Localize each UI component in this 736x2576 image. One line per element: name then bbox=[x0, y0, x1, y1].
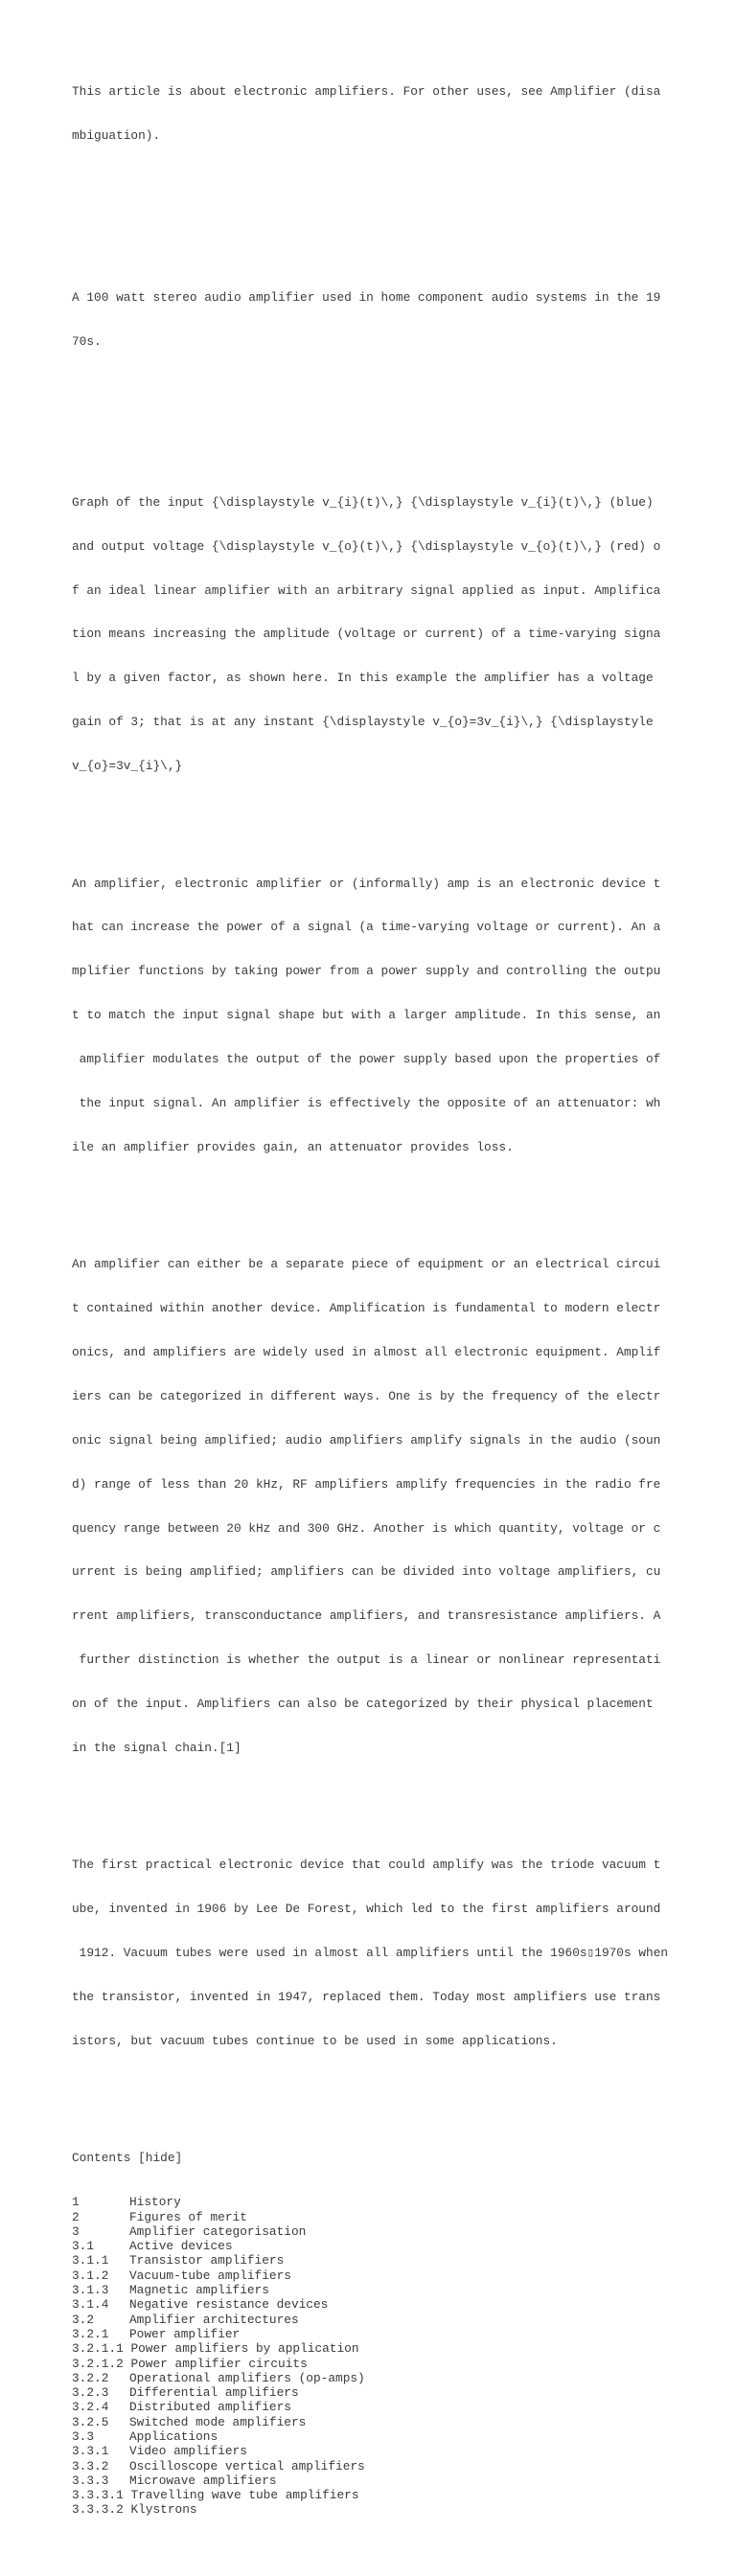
toc-item[interactable] bbox=[72, 2313, 724, 2327]
toc-item-title[interactable]: Video amplifiers bbox=[129, 2444, 247, 2459]
caption-line: v_{o}=3v_{i}\,} bbox=[72, 759, 183, 774]
toc-item[interactable] bbox=[72, 2195, 724, 2209]
caption-line: l by a given factor, as shown here. In this example the amplifier has a voltage bbox=[72, 671, 654, 686]
paragraph-categorization bbox=[72, 1228, 724, 1785]
paragraph-line: on of the input. Amplifiers can also be categorized by their physical placement bbox=[72, 1697, 654, 1712]
toc-item-number: 3.2 bbox=[72, 2312, 95, 2327]
toc-item[interactable] bbox=[72, 2502, 724, 2517]
toc-item-number: 3.3 bbox=[72, 2428, 95, 2444]
caption-line: tion means increasing the amplitude (voltage or current) of a time-varying signa bbox=[72, 627, 661, 642]
paragraph-line: d) range of less than 20 kHz, RF amplifiers amplify frequencies in the radio fre bbox=[72, 1476, 661, 1492]
toc-item-number: 3.3.2 bbox=[72, 2458, 109, 2473]
toc-item-number: 3.1.1 bbox=[72, 2253, 109, 2268]
hatnote bbox=[72, 56, 724, 172]
paragraph-line: onic signal being amplified; audio amplifiers amplify signals in the audio (soun bbox=[72, 1432, 661, 1448]
paragraph-line: further distinction is whether the output is a linear or nonlinear representati bbox=[72, 1653, 661, 1668]
toc-item[interactable] bbox=[72, 2371, 724, 2385]
paragraph-line: istors, but vacuum tubes continue to be used in some applications. bbox=[72, 2033, 558, 2048]
toc-item-title[interactable]: History bbox=[129, 2195, 181, 2210]
toc-item-number: 3.2.3 bbox=[72, 2385, 109, 2401]
toc-item-number: 3.1 bbox=[72, 2239, 95, 2254]
paragraph-line: The first practical electronic device that could amplify was the triode vacuum t bbox=[72, 1858, 661, 1873]
image-caption-graph bbox=[72, 466, 724, 803]
toc-item[interactable] bbox=[72, 2283, 724, 2297]
toc-item-number: 3.1.4 bbox=[72, 2297, 109, 2313]
paragraph-line: hat can increase the power of a signal (a time-varying voltage or current). An a bbox=[72, 920, 661, 935]
toc-item-number: 1 bbox=[72, 2195, 80, 2210]
paragraph-line: mplifier functions by taking power from a power supply and controlling the outpu bbox=[72, 964, 661, 979]
toc-item[interactable] bbox=[72, 2459, 724, 2473]
toc-item-number: 3.2.5 bbox=[72, 2414, 109, 2429]
caption-line: Graph of the input {\displaystyle v_{i}(t)\,} {\displaystyle v_{i}(t)\,} (blue) bbox=[72, 494, 654, 510]
paragraph-line: An amplifier, electronic amplifier or (informally) amp is an electronic device t bbox=[72, 876, 661, 891]
toc-heading: Contents bbox=[72, 2151, 131, 2166]
table-of-contents bbox=[72, 2122, 724, 2547]
toc-hide-toggle[interactable]: [hide] bbox=[138, 2151, 183, 2166]
paragraph-line: t contained within another device. Amplification is fundamental to modern electr bbox=[72, 1301, 661, 1316]
toc-item[interactable] bbox=[72, 2268, 724, 2283]
paragraph-line: An amplifier can either be a separate piece of equipment or an electrical circui bbox=[72, 1257, 661, 1272]
paragraph-line: onics, and amplifiers are widely used in almost all electronic equipment. Amplif bbox=[72, 1345, 661, 1360]
toc-item[interactable] bbox=[72, 2473, 724, 2488]
paragraph-line: ile an amplifier provides gain, an attenuator provides loss. bbox=[72, 1139, 514, 1154]
toc-item-title[interactable]: Operational amplifiers (op-amps) bbox=[129, 2370, 365, 2385]
toc-item-title[interactable]: Negative resistance devices bbox=[129, 2297, 329, 2313]
paragraph-line: t to match the input signal shape but with a larger amplitude. In this sense, an bbox=[72, 1008, 661, 1023]
paragraph-line: amplifier modulates the output of the power supply based upon the properties of bbox=[72, 1052, 661, 1067]
paragraph-line: the transistor, invented in 1947, replaced them. Today most amplifiers use trans bbox=[72, 1990, 661, 2005]
paragraph-intro bbox=[72, 847, 724, 1184]
paragraph-line: iers can be categorized in different ways. One is by the frequency of the electr bbox=[72, 1388, 661, 1403]
toc-item-title[interactable]: Microwave amplifiers bbox=[129, 2473, 277, 2488]
toc-item[interactable] bbox=[72, 2385, 724, 2400]
toc-item[interactable] bbox=[72, 2239, 724, 2253]
toc-item-title[interactable]: Active devices bbox=[129, 2239, 233, 2254]
toc-item-number: 3.3.3.2 bbox=[72, 2502, 124, 2518]
image-caption-stereo-amplifier bbox=[72, 261, 724, 377]
toc-item[interactable] bbox=[72, 2415, 724, 2429]
toc-list bbox=[72, 2195, 724, 2518]
paragraph-line: urrent is being amplified; amplifiers can be divided into voltage amplifiers, cu bbox=[72, 1564, 661, 1580]
caption-line: 70s. bbox=[72, 333, 102, 349]
toc-item[interactable] bbox=[72, 2297, 724, 2312]
caption-line: gain of 3; that is at any instant {\displaystyle v_{o}=3v_{i}\,} {\displaystyle bbox=[72, 715, 654, 730]
toc-item[interactable] bbox=[72, 2357, 724, 2371]
toc-item-title[interactable]: Power amplifiers by application bbox=[130, 2341, 359, 2357]
toc-item-number: 3.2.1 bbox=[72, 2326, 109, 2341]
paragraph-line: rrent amplifiers, transconductance amplifiers, and transresistance amplifiers. A bbox=[72, 1608, 661, 1624]
toc-item-number: 3.2.4 bbox=[72, 2400, 109, 2415]
paragraph-history-summary bbox=[72, 1829, 724, 2078]
toc-item[interactable] bbox=[72, 2327, 724, 2341]
toc-item-number: 3.2.2 bbox=[72, 2370, 109, 2385]
toc-item-number: 3.1.3 bbox=[72, 2283, 109, 2298]
toc-item-number: 3.3.1 bbox=[72, 2444, 109, 2459]
toc-item-number: 2 bbox=[72, 2209, 80, 2224]
toc-item[interactable] bbox=[72, 2210, 724, 2224]
toc-item-number: 3.3.3 bbox=[72, 2473, 109, 2488]
toc-item[interactable] bbox=[72, 2224, 724, 2239]
paragraph-line: quency range between 20 kHz and 300 GHz. Another is which quantity, voltage or c bbox=[72, 1520, 661, 1536]
paragraph-line: 1912. Vacuum tubes were used in almost all amplifiers until the 1960s▯1970s when bbox=[72, 1946, 669, 1961]
toc-item-number: 3 bbox=[72, 2223, 80, 2239]
toc-item-title[interactable]: Klystrons bbox=[130, 2502, 197, 2518]
toc-item-number: 3.3.3.1 bbox=[72, 2488, 124, 2503]
hatnote-line: This article is about electronic amplifiers. For other uses, see Amplifier (disa bbox=[72, 84, 661, 100]
toc-item[interactable] bbox=[72, 2444, 724, 2458]
toc-item-number: 3.2.1.1 bbox=[72, 2341, 124, 2357]
hatnote-line: mbiguation). bbox=[72, 128, 161, 144]
paragraph-line: the input signal. An amplifier is effectively the opposite of an attenuator: wh bbox=[72, 1095, 661, 1110]
paragraph-line: ube, invented in 1906 by Lee De Forest, which led to the first amplifiers around bbox=[72, 1902, 661, 1917]
toc-item-title[interactable]: Oscilloscope vertical amplifiers bbox=[129, 2458, 365, 2473]
toc-item[interactable] bbox=[72, 2429, 724, 2444]
toc-item-title[interactable]: Distributed amplifiers bbox=[129, 2400, 291, 2415]
article-body bbox=[72, 11, 724, 2576]
caption-line: f an ideal linear amplifier with an arbitrary signal applied as input. Amplifica bbox=[72, 582, 661, 598]
toc-item-title[interactable]: Travelling wave tube amplifiers bbox=[130, 2488, 359, 2503]
toc-item-title[interactable]: Switched mode amplifiers bbox=[129, 2414, 307, 2429]
toc-item-title[interactable]: Differential amplifiers bbox=[129, 2385, 299, 2401]
toc-item-title[interactable]: Power amplifier bbox=[129, 2326, 241, 2341]
toc-item-title[interactable]: Power amplifier circuits bbox=[130, 2356, 308, 2371]
toc-item[interactable] bbox=[72, 2488, 724, 2502]
toc-item-title[interactable]: Amplifier categorisation bbox=[129, 2223, 307, 2239]
spacer bbox=[72, 407, 724, 422]
toc-item[interactable] bbox=[72, 2341, 724, 2356]
toc-item-title[interactable]: Transistor amplifiers bbox=[129, 2253, 285, 2268]
toc-item-number: 3.1.2 bbox=[72, 2268, 109, 2283]
toc-item-title[interactable]: Applications bbox=[129, 2428, 218, 2444]
toc-item-title[interactable]: Vacuum-tube amplifiers bbox=[129, 2268, 291, 2283]
toc-header bbox=[72, 2151, 724, 2165]
toc-item-number: 3.2.1.2 bbox=[72, 2356, 124, 2371]
toc-item[interactable] bbox=[72, 2400, 724, 2414]
caption-line: and output voltage {\displaystyle v_{o}(t)\,} {\displaystyle v_{o}(t)\,} (red) o bbox=[72, 538, 661, 554]
spacer bbox=[72, 202, 724, 217]
toc-item-title[interactable]: Figures of merit bbox=[129, 2209, 247, 2224]
paragraph-line: in the signal chain.[1] bbox=[72, 1741, 242, 1756]
toc-item-title[interactable]: Amplifier architectures bbox=[129, 2312, 299, 2327]
toc-item[interactable] bbox=[72, 2253, 724, 2268]
caption-line: A 100 watt stereo audio amplifier used in home component audio systems in the 19 bbox=[72, 289, 661, 305]
toc-item-title[interactable]: Magnetic amplifiers bbox=[129, 2283, 269, 2298]
